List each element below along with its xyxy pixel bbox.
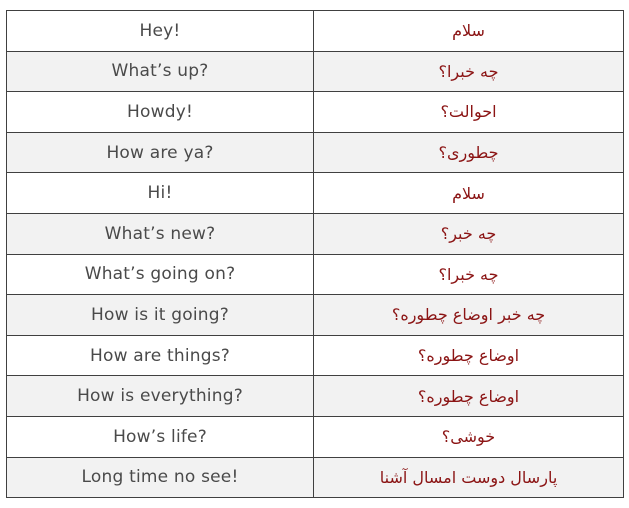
- table-row: [7, 51, 624, 92]
- persian-phrase: اوضاع چطوره؟: [314, 376, 624, 417]
- english-phrase: How are ya?: [7, 132, 314, 173]
- english-phrase: Long time no see!: [7, 457, 314, 498]
- persian-phrase: چه خبر اوضاع چطوره؟: [314, 295, 624, 336]
- persian-phrase: پارسال دوست امسال آشنا: [314, 457, 624, 498]
- persian-phrase: چه خبرا؟: [314, 51, 624, 92]
- english-phrase: How is everything?: [7, 376, 314, 417]
- english-phrase: How is it going?: [7, 295, 314, 336]
- greetings-table: [6, 10, 624, 498]
- table-row: [7, 213, 624, 254]
- persian-phrase: چه خبرا؟: [314, 254, 624, 295]
- english-phrase: Hi!: [7, 173, 314, 214]
- persian-phrase: احوالت؟: [314, 92, 624, 133]
- table-row: [7, 11, 624, 52]
- english-phrase: How’s life?: [7, 416, 314, 457]
- english-phrase: What’s going on?: [7, 254, 314, 295]
- table-row: [7, 376, 624, 417]
- table-row: [7, 92, 624, 133]
- persian-phrase: چطوری؟: [314, 132, 624, 173]
- persian-phrase: خوشی؟: [314, 416, 624, 457]
- table-row: [7, 173, 624, 214]
- persian-phrase: چه خبر؟: [314, 213, 624, 254]
- persian-phrase: سلام: [314, 11, 624, 52]
- english-phrase: What’s up?: [7, 51, 314, 92]
- persian-phrase: اوضاع چطوره؟: [314, 335, 624, 376]
- table-row: [7, 132, 624, 173]
- english-phrase: What’s new?: [7, 213, 314, 254]
- english-phrase: Hey!: [7, 11, 314, 52]
- table-row: [7, 254, 624, 295]
- table-row: [7, 416, 624, 457]
- table-row: [7, 295, 624, 336]
- table-row: [7, 457, 624, 498]
- english-phrase: How are things?: [7, 335, 314, 376]
- english-phrase: Howdy!: [7, 92, 314, 133]
- table-row: [7, 335, 624, 376]
- persian-phrase: سلام: [314, 173, 624, 214]
